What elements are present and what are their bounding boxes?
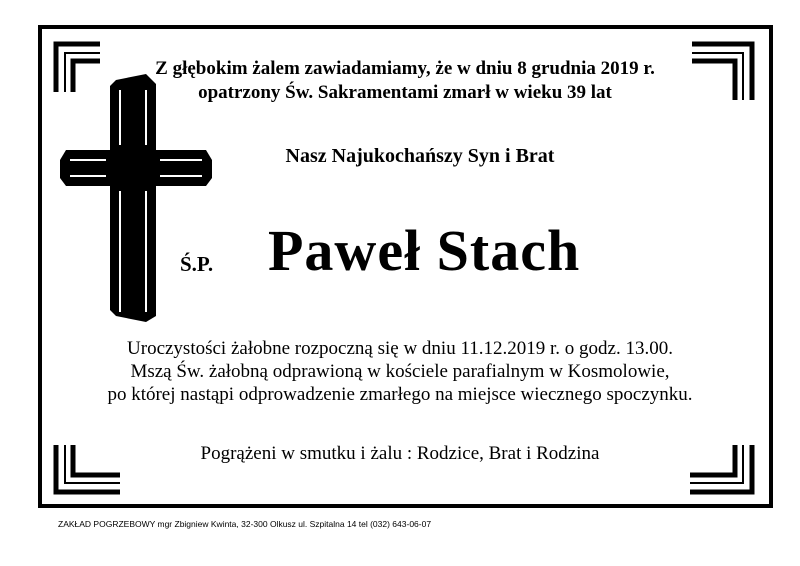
name-prefix: Ś.P. [180,252,214,276]
funeral-home-footer: ZAKŁAD POGRZEBOWY mgr Zbigniew Kwinta, 32-300 Olkusz ul. Szpitalna 14 tel (032) 643-06-07 [58,519,432,529]
corner-ornament-icon-bottom-right [690,445,752,492]
deceased-name: Paweł Stach [268,218,581,283]
details-line-2: Mszą Św. żałobną odprawioną w kościele parafialnym w Kosmolowie, [130,361,670,382]
details-line-3: po której nastąpi odprowadzenie zmarłego na miejsce wiecznego spoczynku. [107,384,693,405]
intro-line-1: Z głębokim żalem zawiadamiamy, że w dniu 8 grudnia 2019 r. [155,58,655,79]
details-line-1: Uroczystości żałobne rozpoczną się w dniu 11.12.2019 r. o godz. 13.00. [127,338,673,359]
intro-text [110,57,700,105]
corner-ornament-icon-top-left [56,44,100,92]
mourners-line: Pogrążeni w smutku i żalu : Rodzice, Brat i Rodzina [200,443,600,464]
funeral-details [100,337,700,406]
corner-ornament-icon-top-right [692,44,752,100]
intro-line-2: opatrzony Św. Sakramentami zmarł w wieku 39 lat [198,82,612,103]
cross-icon [60,74,212,322]
corner-ornament-icon-bottom-left [56,445,120,492]
relation-subtitle: Nasz Najukochańszy Syn i Brat [285,145,555,167]
